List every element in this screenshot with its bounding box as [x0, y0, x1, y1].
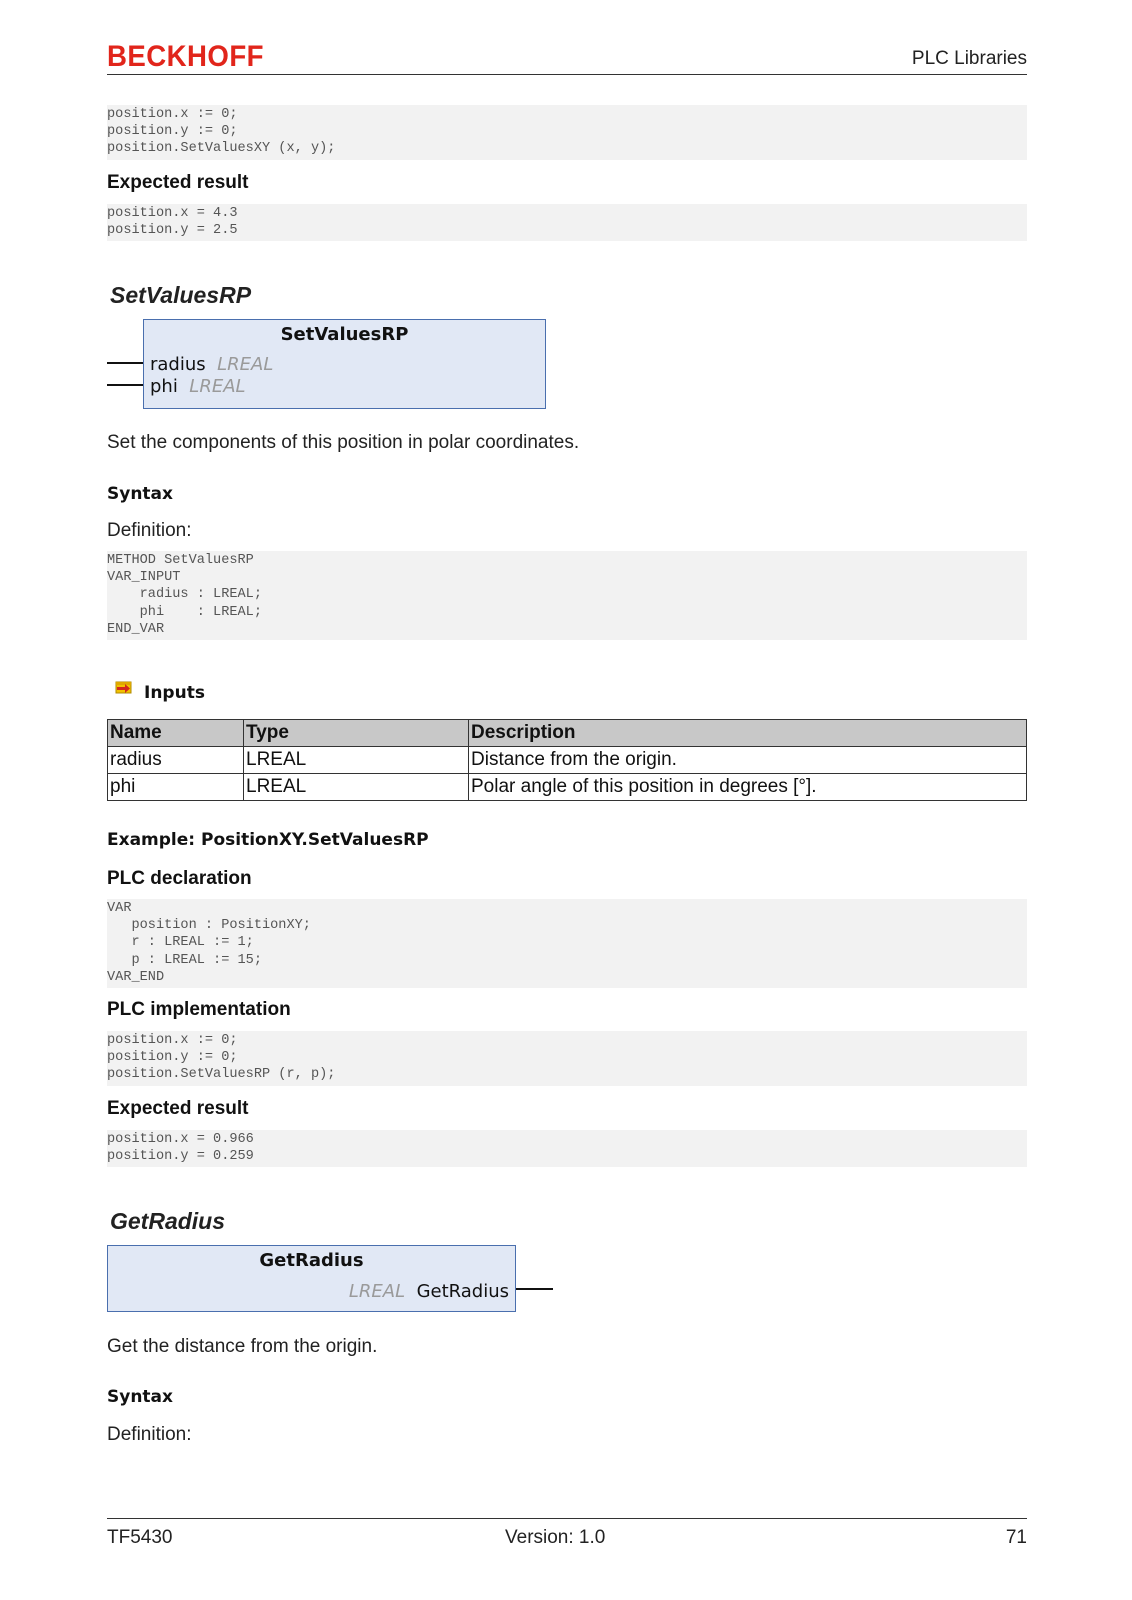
pin-name: radius — [150, 354, 206, 375]
code-line: radius : LREAL; — [107, 587, 262, 603]
syntax-heading: Syntax — [107, 1387, 173, 1407]
beckhoff-logo: BECKHOFF — [107, 40, 265, 73]
function-block-title: SetValuesRP — [280, 324, 409, 345]
code-line: position.x := 0; — [107, 107, 238, 122]
description-setvaluesrp: Set the components of this position in polar coordinates. — [107, 432, 580, 453]
code-line: position.x = 0.966 — [107, 1132, 254, 1147]
code-line: position.SetValuesRP (r, p); — [107, 1067, 336, 1083]
function-block-setvaluesrp — [143, 319, 546, 409]
column-header: Type — [244, 720, 469, 747]
section-title-getradius: GetRadius — [110, 1208, 226, 1234]
code-line: VAR_INPUT — [107, 570, 181, 586]
table-cell: LREAL — [244, 774, 469, 801]
pin-name: GetRadius — [416, 1281, 509, 1302]
code-line: END_VAR — [107, 621, 165, 637]
table-cell: radius — [108, 747, 244, 774]
table-row — [108, 774, 1027, 801]
code-line: position : PositionXY; — [107, 918, 311, 934]
code-line: position.x = 4.3 — [107, 206, 238, 221]
definition-code-block — [107, 551, 1027, 640]
top-code-block — [107, 105, 1027, 160]
code-line: p : LREAL := 15; — [107, 952, 262, 968]
code-line: position.x := 0; — [107, 1033, 238, 1048]
plc-implementation-heading: PLC implementation — [107, 999, 291, 1020]
table-cell: Distance from the origin. — [469, 747, 1027, 774]
function-block-title: GetRadius — [259, 1250, 364, 1271]
code-line: position.y := 0; — [107, 124, 238, 140]
header-divider — [107, 74, 1027, 75]
code-line: phi : LREAL; — [107, 604, 262, 620]
code-line: position.SetValuesXY (x, y); — [107, 141, 336, 157]
pin-type: LREAL — [217, 354, 274, 375]
code-line: r : LREAL := 1; — [107, 935, 254, 951]
header-section-title: PLC Libraries — [911, 48, 1027, 69]
pin-name: phi — [150, 376, 178, 397]
table-row — [108, 747, 1027, 774]
footer-divider — [107, 1518, 1027, 1519]
footer-page-number: 71 — [1005, 1527, 1027, 1548]
code-line: position.y = 0.259 — [107, 1149, 254, 1165]
output-pin-getradius — [349, 1281, 509, 1302]
footer-version: Version: 1.0 — [505, 1527, 606, 1548]
definition-label: Definition: — [107, 520, 192, 541]
definition-label: Definition: — [107, 1424, 192, 1445]
section-title-setvaluesrp: SetValuesRP — [110, 282, 252, 308]
code-line: position.y = 2.5 — [107, 223, 238, 239]
input-wire-radius — [107, 362, 143, 364]
inputs-heading: Inputs — [144, 683, 205, 703]
footer-product: TF5430 — [107, 1527, 173, 1548]
code-line: position.y := 0; — [107, 1050, 238, 1066]
table-header-row — [108, 720, 1027, 747]
example-heading: Example: PositionXY.SetValuesRP — [107, 830, 429, 850]
column-header: Description — [469, 720, 1027, 747]
input-pin-phi — [150, 376, 246, 397]
output-wire-getradius — [516, 1288, 553, 1290]
column-header: Name — [108, 720, 244, 747]
inputs-icon — [115, 680, 132, 694]
code-line: VAR_END — [107, 969, 165, 985]
inputs-table — [107, 719, 1027, 801]
input-wire-phi — [107, 384, 143, 386]
table-cell: LREAL — [244, 747, 469, 774]
description-getradius: Get the distance from the origin. — [107, 1336, 378, 1357]
code-line: VAR — [107, 901, 132, 916]
pin-type: LREAL — [189, 376, 246, 397]
top-expected-code — [107, 204, 1027, 241]
function-block-getradius — [107, 1245, 516, 1312]
code-line: METHOD SetValuesRP — [107, 553, 254, 568]
table-cell: phi — [108, 774, 244, 801]
pin-type: LREAL — [348, 1281, 406, 1302]
declaration-code-block — [107, 899, 1027, 988]
syntax-heading: Syntax — [107, 484, 173, 504]
expected-result-code — [107, 1130, 1027, 1167]
expected-result-heading: Expected result — [107, 1098, 249, 1119]
table-cell: Polar angle of this position in degrees [°]. — [469, 774, 1027, 801]
implementation-code-block — [107, 1031, 1027, 1086]
plc-declaration-heading: PLC declaration — [107, 868, 252, 889]
input-pin-radius — [150, 354, 273, 375]
expected-result-heading: Expected result — [107, 172, 249, 193]
